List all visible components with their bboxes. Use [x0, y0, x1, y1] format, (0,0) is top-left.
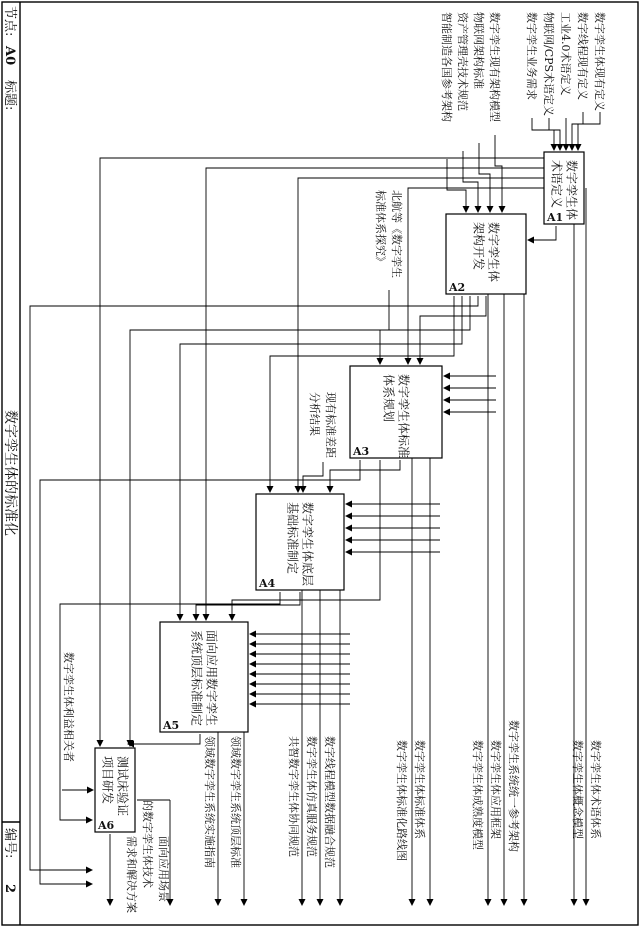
- activity-title-line: 数字孪生体: [486, 222, 501, 283]
- activity-title-line: 数字孪生体底层: [300, 502, 315, 587]
- input-label-a2: 物联网架构标准: [472, 12, 485, 89]
- output-label: 数字孪生体标准体系: [413, 740, 426, 839]
- number-value: 2: [2, 884, 17, 894]
- input-label-a1: 物联网/CPS术语定义: [542, 12, 555, 117]
- input-label-a3: 北航等《数字孪生: [390, 190, 403, 278]
- output-label: 数字孪生体成熟度模型: [471, 740, 484, 850]
- output-label: 数字孪生系统统一参考架构: [507, 720, 520, 852]
- output-label: 数字孪生体仿真服务规范: [305, 736, 318, 857]
- activity-box-a5: [160, 622, 248, 732]
- activity-id: A5: [163, 719, 180, 732]
- input-label-a4: 分析结果: [308, 392, 321, 436]
- title-label: 标题:: [2, 80, 17, 111]
- activity-box-a6: [95, 748, 135, 832]
- activity-title-line: 面向应用数字孪生: [204, 630, 219, 727]
- activity-id: A4: [259, 577, 276, 590]
- number-label: 编号:: [2, 828, 17, 859]
- activity-box-a1: [544, 152, 584, 224]
- input-arrow-a2: [479, 143, 490, 212]
- flow-a4-a5: [196, 592, 300, 620]
- input-arrow-a1: [572, 112, 583, 150]
- output-label: 数字孪生体概念模型: [571, 740, 584, 839]
- input-label-a1: 工业4.0术语定义: [559, 12, 572, 96]
- activity-title-line: 测试床验证: [115, 756, 130, 817]
- input-label-a4: 现有标准差距: [324, 392, 337, 458]
- activity-title-line: 基础标准制定: [285, 502, 300, 575]
- input-arrow-a4: [303, 462, 323, 492]
- flow-a5-a6: [128, 734, 200, 744]
- activity-title-line: 系统顶层标准制定: [189, 630, 204, 727]
- flow-a1-a2: [528, 226, 556, 240]
- output-label: 共智数字孪生体协同规范: [287, 736, 300, 857]
- title-block: [2, 6, 19, 893]
- node-value: A0: [2, 46, 17, 66]
- activity-box-a3: [350, 366, 442, 458]
- output-label: 需求和解决方案: [125, 836, 138, 913]
- input-label-a3: 标准体系探究》: [374, 190, 387, 267]
- output-label: 数字线程模型数据融合规范: [323, 736, 336, 868]
- output-label: 数字孪生体术语体系: [589, 740, 602, 839]
- activity-box-a4: [256, 494, 344, 590]
- activity-id: A2: [449, 281, 466, 294]
- activity-title-line: 体系规划: [381, 374, 396, 423]
- page-title: 数字孪生体的标准化: [2, 410, 18, 536]
- input-arrow-a3: [380, 290, 389, 364]
- activity-id: A3: [353, 445, 370, 458]
- input-label-a2: 智能制造各国参考架构: [440, 12, 453, 122]
- input-arrow-a1: [532, 118, 554, 150]
- activity-title-line: 数字孪生体标准: [396, 374, 411, 459]
- output-label: 面向应用场景: [157, 836, 170, 902]
- input-label-a1: 数字线程现有定义: [576, 12, 589, 100]
- activity-title-line: 数字孪生体: [564, 160, 579, 221]
- activity-title-line: 术语定义: [549, 160, 564, 209]
- activity-id: A6: [98, 819, 115, 832]
- activity-id: A1: [547, 211, 564, 224]
- input-label-a6: 数字孪生体利益相关者: [62, 652, 75, 762]
- output-label: 领域数字孪生系统实施指南: [203, 736, 216, 868]
- input-label-a2: 数字孪生现有架构模型: [488, 12, 501, 122]
- output-label: 数字孪生体应用框架: [489, 740, 502, 839]
- output-label: 的数字孪生体技术: [141, 800, 154, 888]
- output-label: 数字孪生体标准化路线图: [395, 740, 408, 861]
- activity-box-a2: [446, 214, 526, 294]
- arrow-labels: [62, 12, 607, 913]
- input-arrow-a2: [463, 151, 478, 212]
- input-arrow-a1: [578, 112, 600, 150]
- activity-title-line: 架构开发: [471, 222, 486, 271]
- input-arrow-a2: [495, 135, 502, 212]
- input-label-a1: 数字孪生体现有定义: [593, 12, 606, 111]
- input-label-a2: 资产管理壳技术规范: [456, 12, 469, 111]
- node-label: 节点:: [2, 6, 17, 37]
- flow-a3-a4: [330, 460, 400, 492]
- input-arrow-a1: [549, 118, 560, 150]
- activity-title-line: 项目研发: [100, 756, 115, 805]
- input-label-a1: 数字孪生业务需求: [525, 12, 538, 100]
- output-label: 领域数字孪生系统顶层标准: [229, 736, 242, 868]
